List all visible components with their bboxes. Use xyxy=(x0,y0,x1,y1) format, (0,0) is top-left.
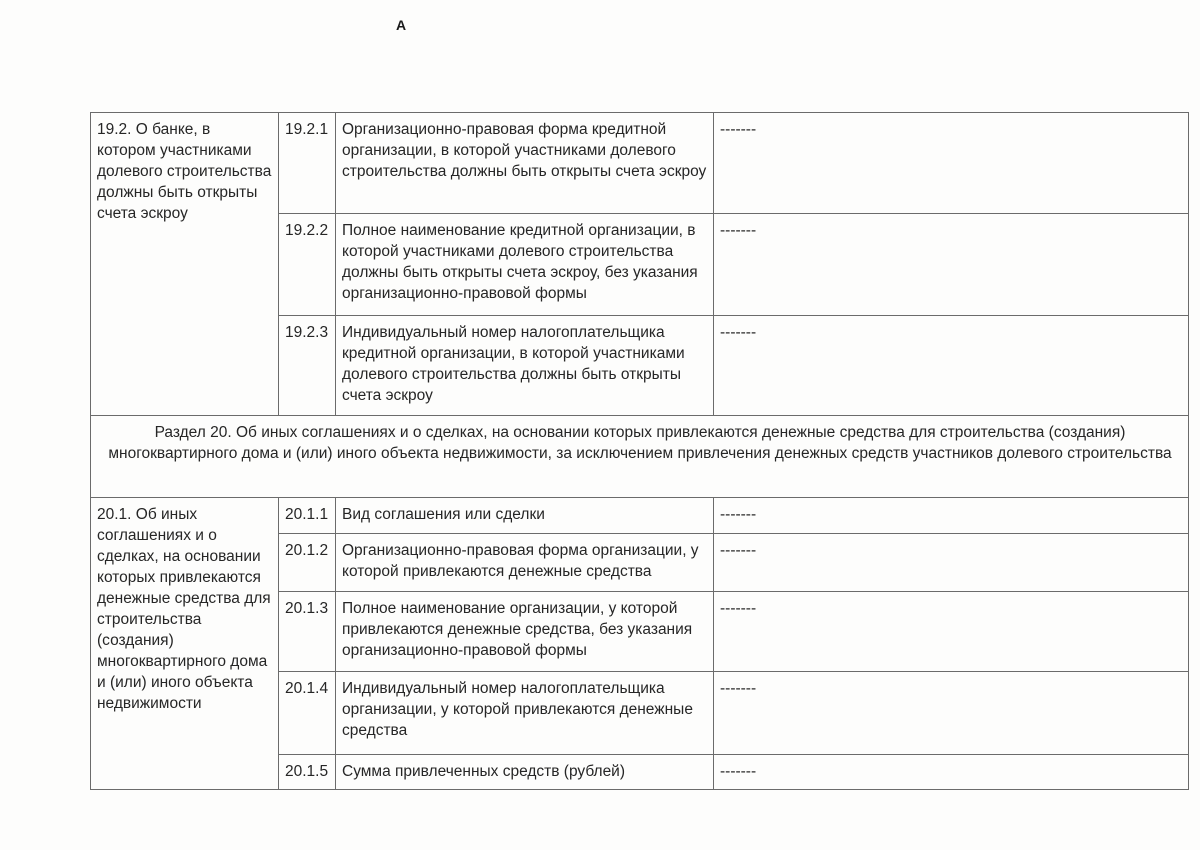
row-number: 20.1.4 xyxy=(279,672,336,755)
table-row-19-2-1 xyxy=(91,113,1189,214)
row-value: ------- xyxy=(714,672,1189,755)
disclosure-table xyxy=(90,112,1189,790)
row-number: 20.1.2 xyxy=(279,534,336,592)
row-description: Вид соглашения или сделки xyxy=(336,498,714,534)
row-number: 20.1.3 xyxy=(279,592,336,672)
row-description: Полное наименование организации, у которой привлекаются денежные средства, без указания организационно-правовой формы xyxy=(336,592,714,672)
row-number: 20.1.1 xyxy=(279,498,336,534)
row-value: ------- xyxy=(714,755,1189,790)
scan-mark: A xyxy=(396,17,407,33)
row-description: Организационно-правовая форма кредитной организации, в которой участниками долевого строительства должны быть открыты счета эскроу xyxy=(336,113,714,214)
section-20-heading: Раздел 20. Об иных соглашениях и о сделках, на основании которых привлекаются денежные средства для строительства (создания) многоквартирного дома и (или) иного объекта недвижимости, за исключением привлечения денежных средств участников долевого строительства xyxy=(91,416,1189,498)
row-value: ------- xyxy=(714,214,1189,316)
row-description: Сумма привлеченных средств (рублей) xyxy=(336,755,714,790)
row-value: ------- xyxy=(714,316,1189,416)
row-number: 19.2.3 xyxy=(279,316,336,416)
section-header-row xyxy=(91,416,1189,498)
row-value: ------- xyxy=(714,534,1189,592)
row-description: Индивидуальный номер налогоплательщика организации, у которой привлекаются денежные средства xyxy=(336,672,714,755)
group-label-20-1: 20.1. Об иных соглашениях и о сделках, на основании которых привлекаются денежные средства для строительства (создания) многоквартирного дома и (или) иного объекта недвижимости xyxy=(91,498,279,790)
row-value: ------- xyxy=(714,592,1189,672)
group-label-19-2: 19.2. О банке, в котором участниками долевого строительства должны быть открыты счета эскроу xyxy=(91,113,279,416)
row-number: 20.1.5 xyxy=(279,755,336,790)
row-value: ------- xyxy=(714,113,1189,214)
row-number: 19.2.2 xyxy=(279,214,336,316)
row-description: Организационно-правовая форма организации, у которой привлекаются денежные средства xyxy=(336,534,714,592)
row-number: 19.2.1 xyxy=(279,113,336,214)
table-row-20-1-1 xyxy=(91,498,1189,534)
row-description: Полное наименование кредитной организации, в которой участниками долевого строительства должны быть открыты счета эскроу, без указания организационно-правовой формы xyxy=(336,214,714,316)
row-description: Индивидуальный номер налогоплательщика кредитной организации, в которой участниками долевого строительства должны быть открыты счета эскроу xyxy=(336,316,714,416)
row-value: ------- xyxy=(714,498,1189,534)
